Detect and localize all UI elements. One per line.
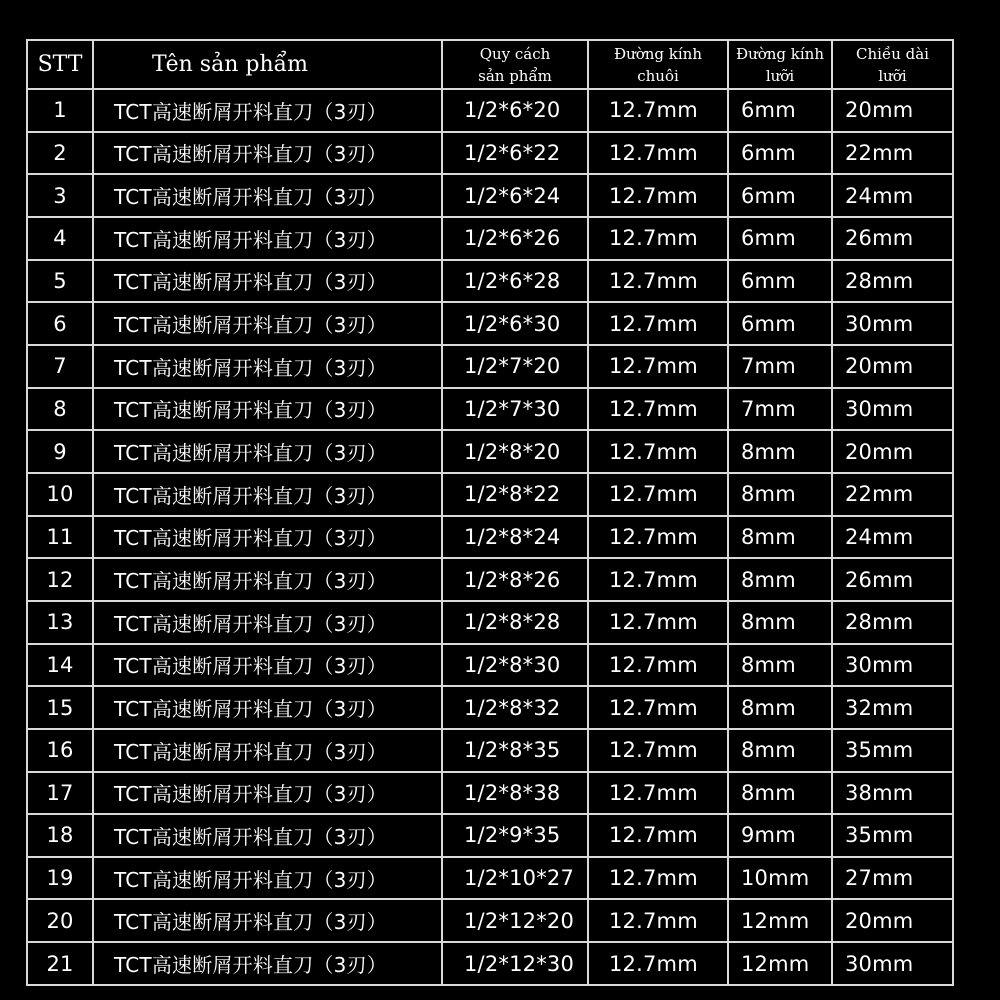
cell-spec: 1/2*6*30 [442,302,588,345]
cell-spec: 1/2*8*20 [442,430,588,473]
cell-spec: 1/2*6*28 [442,260,588,303]
table-row [27,772,953,815]
cell-blade-diameter: 7mm [728,345,832,388]
cell-blade-diameter: 10mm [728,857,832,900]
header-blade-line1: Đường kính [735,44,825,63]
table-row [27,814,953,857]
header-length-line2: lưỡi [878,66,907,85]
cell-blade-diameter: 8mm [728,430,832,473]
cell-stt: 4 [27,217,93,260]
cell-blade-length: 24mm [832,516,953,559]
cell-blade-diameter: 6mm [728,260,832,303]
cell-spec: 1/2*12*20 [442,899,588,942]
header-product-name: Tên sản phẩm [93,40,442,89]
table-row [27,857,953,900]
cell-product-name: TCT高速断屑开料直刀（3刃） [93,260,442,303]
header-blade-diameter [728,40,832,89]
cell-spec: 1/2*6*24 [442,174,588,217]
cell-blade-length: 30mm [832,388,953,431]
header-blade-line2: lưỡi [765,66,795,85]
cell-spec: 1/2*8*26 [442,558,588,601]
cell-shank-diameter: 12.7mm [588,516,728,559]
table-row [27,558,953,601]
cell-blade-diameter: 9mm [728,814,832,857]
cell-stt: 18 [27,814,93,857]
cell-shank-diameter: 12.7mm [588,302,728,345]
cell-shank-diameter: 12.7mm [588,89,728,132]
table-row [27,430,953,473]
header-spec-line1: Quy cách [479,44,551,63]
table-row [27,89,953,132]
cell-product-name: TCT高速断屑开料直刀（3刃） [93,772,442,815]
cell-product-name: TCT高速断屑开料直刀（3刃） [93,174,442,217]
cell-shank-diameter: 12.7mm [588,857,728,900]
cell-shank-diameter: 12.7mm [588,260,728,303]
cell-blade-length: 20mm [832,345,953,388]
cell-blade-length: 28mm [832,260,953,303]
table-row [27,132,953,175]
cell-blade-diameter: 12mm [728,899,832,942]
cell-blade-length: 28mm [832,601,953,644]
header-spec-line2: sản phẩm [478,66,552,85]
cell-shank-diameter: 12.7mm [588,473,728,516]
cell-blade-diameter: 12mm [728,942,832,985]
cell-stt: 17 [27,772,93,815]
cell-stt: 15 [27,686,93,729]
cell-stt: 20 [27,899,93,942]
cell-spec: 1/2*8*32 [442,686,588,729]
cell-spec: 1/2*8*24 [442,516,588,559]
cell-spec: 1/2*8*35 [442,729,588,772]
table-row [27,601,953,644]
table-row [27,260,953,303]
cell-spec: 1/2*9*35 [442,814,588,857]
cell-spec: 1/2*7*20 [442,345,588,388]
cell-blade-diameter: 8mm [728,516,832,559]
cell-product-name: TCT高速断屑开料直刀（3刃） [93,729,442,772]
cell-shank-diameter: 12.7mm [588,132,728,175]
cell-blade-length: 27mm [832,857,953,900]
cell-blade-diameter: 6mm [728,89,832,132]
cell-shank-diameter: 12.7mm [588,558,728,601]
cell-spec: 1/2*7*30 [442,388,588,431]
cell-product-name: TCT高速断屑开料直刀（3刃） [93,899,442,942]
cell-stt: 1 [27,89,93,132]
cell-stt: 12 [27,558,93,601]
header-shank-diameter [588,40,728,89]
cell-product-name: TCT高速断屑开料直刀（3刃） [93,89,442,132]
cell-spec: 1/2*6*26 [442,217,588,260]
cell-blade-length: 32mm [832,686,953,729]
cell-stt: 8 [27,388,93,431]
cell-stt: 6 [27,302,93,345]
table-row [27,729,953,772]
cell-spec: 1/2*8*22 [442,473,588,516]
table-row [27,345,953,388]
cell-product-name: TCT高速断屑开料直刀（3刃） [93,942,442,985]
cell-blade-diameter: 6mm [728,174,832,217]
cell-shank-diameter: 12.7mm [588,174,728,217]
cell-product-name: TCT高速断屑开料直刀（3刃） [93,814,442,857]
cell-shank-diameter: 12.7mm [588,814,728,857]
cell-blade-length: 30mm [832,302,953,345]
cell-stt: 14 [27,644,93,687]
header-row [27,40,953,89]
cell-shank-diameter: 12.7mm [588,388,728,431]
cell-blade-length: 22mm [832,473,953,516]
cell-stt: 9 [27,430,93,473]
cell-product-name: TCT高速断屑开料直刀（3刃） [93,473,442,516]
cell-stt: 2 [27,132,93,175]
cell-blade-length: 22mm [832,132,953,175]
cell-blade-diameter: 7mm [728,388,832,431]
table-row [27,388,953,431]
cell-product-name: TCT高速断屑开料直刀（3刃） [93,388,442,431]
cell-blade-length: 35mm [832,814,953,857]
table-body [27,89,953,985]
cell-blade-length: 30mm [832,644,953,687]
product-spec-table [26,39,954,986]
header-shank-line1: Đường kính [613,44,703,63]
cell-spec: 1/2*6*20 [442,89,588,132]
cell-product-name: TCT高速断屑开料直刀（3刃） [93,345,442,388]
cell-blade-diameter: 8mm [728,686,832,729]
header-shank-line2: chuôi [637,66,679,85]
cell-product-name: TCT高速断屑开料直刀（3刃） [93,686,442,729]
cell-blade-length: 35mm [832,729,953,772]
cell-product-name: TCT高速断屑开料直刀（3刃） [93,430,442,473]
table-header [27,40,953,89]
cell-blade-diameter: 8mm [728,473,832,516]
cell-blade-diameter: 8mm [728,772,832,815]
cell-blade-length: 24mm [832,174,953,217]
cell-stt: 5 [27,260,93,303]
cell-spec: 1/2*8*28 [442,601,588,644]
header-length-line1: Chiều dài [856,44,929,63]
table-row [27,174,953,217]
cell-spec: 1/2*8*30 [442,644,588,687]
cell-shank-diameter: 12.7mm [588,345,728,388]
cell-product-name: TCT高速断屑开料直刀（3刃） [93,516,442,559]
cell-product-name: TCT高速断屑开料直刀（3刃） [93,857,442,900]
cell-shank-diameter: 12.7mm [588,217,728,260]
cell-shank-diameter: 12.7mm [588,686,728,729]
cell-product-name: TCT高速断屑开料直刀（3刃） [93,217,442,260]
header-spec [442,40,588,89]
cell-blade-length: 26mm [832,558,953,601]
cell-shank-diameter: 12.7mm [588,729,728,772]
cell-stt: 10 [27,473,93,516]
cell-blade-length: 30mm [832,942,953,985]
table-row [27,644,953,687]
table-row [27,899,953,942]
cell-blade-length: 26mm [832,217,953,260]
cell-shank-diameter: 12.7mm [588,430,728,473]
cell-blade-diameter: 8mm [728,558,832,601]
cell-product-name: TCT高速断屑开料直刀（3刃） [93,644,442,687]
cell-shank-diameter: 12.7mm [588,899,728,942]
cell-spec: 1/2*8*38 [442,772,588,815]
cell-product-name: TCT高速断屑开料直刀（3刃） [93,601,442,644]
table-row [27,302,953,345]
cell-product-name: TCT高速断屑开料直刀（3刃） [93,558,442,601]
cell-shank-diameter: 12.7mm [588,772,728,815]
cell-stt: 11 [27,516,93,559]
cell-stt: 7 [27,345,93,388]
cell-blade-length: 20mm [832,430,953,473]
table-row [27,516,953,559]
cell-blade-diameter: 6mm [728,132,832,175]
product-spec-table-container [26,39,952,986]
cell-stt: 21 [27,942,93,985]
cell-blade-length: 20mm [832,89,953,132]
cell-shank-diameter: 12.7mm [588,644,728,687]
header-blade-length [832,40,953,89]
cell-stt: 16 [27,729,93,772]
cell-stt: 13 [27,601,93,644]
cell-blade-diameter: 8mm [728,644,832,687]
cell-blade-diameter: 8mm [728,729,832,772]
table-row [27,942,953,985]
cell-product-name: TCT高速断屑开料直刀（3刃） [93,302,442,345]
table-row [27,473,953,516]
cell-product-name: TCT高速断屑开料直刀（3刃） [93,132,442,175]
cell-spec: 1/2*6*22 [442,132,588,175]
cell-shank-diameter: 12.7mm [588,601,728,644]
cell-blade-diameter: 6mm [728,302,832,345]
cell-stt: 3 [27,174,93,217]
cell-blade-length: 38mm [832,772,953,815]
cell-shank-diameter: 12.7mm [588,942,728,985]
header-stt: STT [27,40,93,89]
cell-spec: 1/2*10*27 [442,857,588,900]
cell-stt: 19 [27,857,93,900]
cell-blade-diameter: 8mm [728,601,832,644]
cell-spec: 1/2*12*30 [442,942,588,985]
table-row [27,686,953,729]
cell-blade-length: 20mm [832,899,953,942]
cell-blade-diameter: 6mm [728,217,832,260]
table-row [27,217,953,260]
